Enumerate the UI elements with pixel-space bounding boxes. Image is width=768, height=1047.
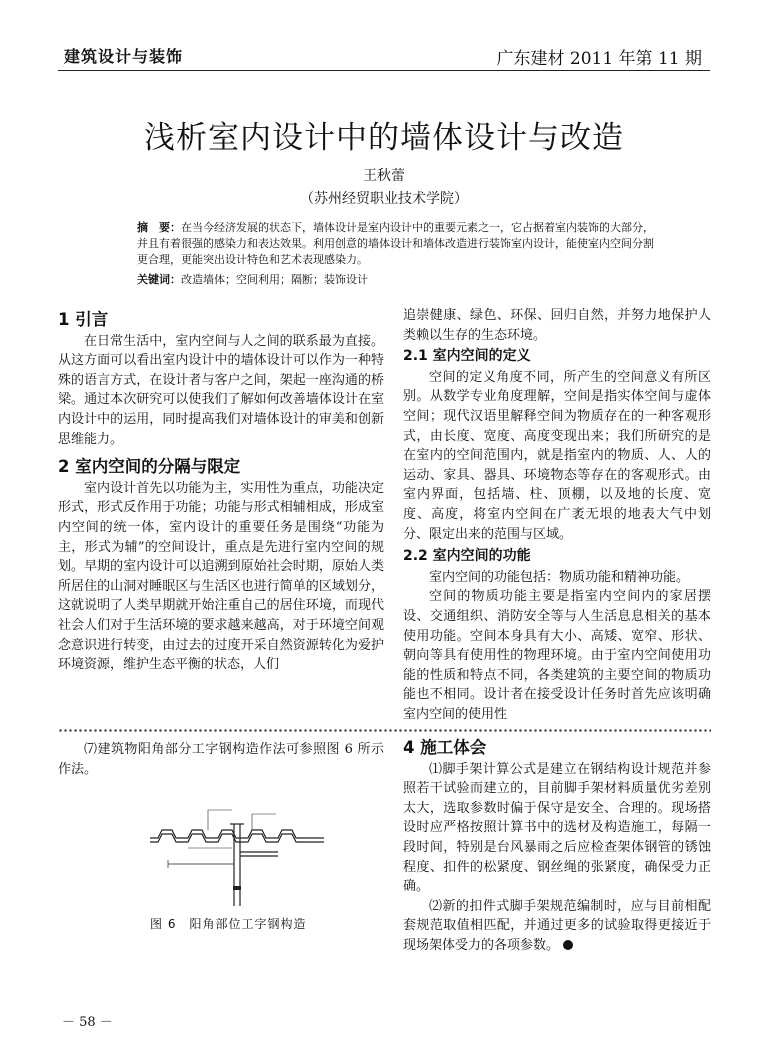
keywords (137, 271, 659, 287)
figure-6-caption: 图 6 阳角部位工字钢构造 (150, 917, 307, 931)
section-2-continuation: 追崇健康、绿色、环保、回归自然，并努力地保护人类赖以生存的生态环境。 (403, 308, 711, 343)
section-4-paragraph-1: ⑴脚手架计算公式是建立在钢结构设计规范并参照若干试验而建立的，目前脚手架材料质量优劣差别太大，选取参数时偏于保守是安全、合理的。现场搭设时应严格按照计算书中的选材及构造施工，每隔一段时间，特别是台风暴雨之后应检查架体钢管的锈蚀程度、扣件的松紧度、钢丝绳的张紧度，确保受力正确。 (403, 761, 711, 895)
section-1-heading: 1 引言 (58, 310, 109, 329)
item-7-paragraph: ⑺建筑物阳角部分工字钢构造作法可参照图 6 所示作法。 (58, 742, 384, 777)
keywords-text: 改造墙体；空间利用；隔断；装饰设计 (181, 273, 368, 286)
right-column-lower (403, 738, 711, 956)
author-affiliation: （苏州经贸职业技术学院） (300, 191, 468, 207)
end-mark-icon (563, 940, 573, 950)
article-author: 王秋蕾 (363, 168, 405, 184)
right-column-upper (403, 306, 711, 724)
section-4-heading: 4 施工体会 (403, 738, 487, 757)
left-column-lower (58, 740, 384, 779)
abstract-text: 在当今经济发展的状态下，墙体设计是室内设计中的重要元素之一，它占据着室内装饰的大部分，并且有着很强的感染力和表达效果。利用创意的墙体设计和墙体改造进行装饰室内设计，能使室内空间分割更合理，更能突出设计特色和艺术表现感染力。 (137, 221, 654, 266)
figure-6-drawing (148, 800, 328, 908)
left-column-upper (58, 310, 384, 675)
keywords-label: 关键词： (137, 273, 181, 286)
abstract-label: 摘 要： (137, 221, 181, 234)
journal-issue: 广东建材 2011 年第 11 期 (496, 49, 702, 69)
section-separator (58, 728, 711, 733)
section-2-2-paragraph-2: 空间的物质功能主要是指室内空间内的家居摆设、交通组织、消防安全等与人生活息息相关的基本使用功能。空间本身具有大小、高矮、宽窄、形状、朝向等具有使用性的物理环境。由于室内空间使用功能的性质和特点不同，各类建筑的主要空间的物质功能也不相同。设计者在接受设计任务时首先应该明确室内空间的使用性 (403, 589, 711, 722)
abstract (137, 220, 659, 268)
page-number: － 58 － (62, 1015, 113, 1030)
section-2-1-paragraph: 空间的定义角度不同，所产生的空间意义有所区别。从数学专业角度理解，空间是指实体空间与虚体空间；现代汉语里解释空间为物质存在的一种客观形式，由长度、宽度、高度变现出来；我们所研究的是在室内的空间范围内，就是指室内的物质、人、人的运动、家具、器具、环境物态等存在的客观形式。由室内界面，包括墙、柱、顶棚，以及地的长度、宽度、高度，将室内空间在广袤无垠的地表大气中划分、限定出来的范围与区域。 (403, 369, 711, 542)
section-4-paragraph-2 (403, 897, 711, 956)
article-title: 浅析室内设计中的墙体设计与改造 (144, 120, 624, 156)
section-2-heading: 2 室内空间的分隔与限定 (58, 457, 241, 477)
section-2-1-heading: 2.1 室内空间的定义 (403, 348, 531, 365)
section-2-paragraph: 室内设计首先以功能为主，实用性为重点，功能决定形式，形式反作用于功能；功能与形式相辅相成，形成室内空间的统一体，室内设计的重要任务是围绕“功能为主，形式为辅”的空间设计，重点是先进行室内空间的规划。早期的室内设计可以追溯到原始社会时期，原始人类所居住的山洞对睡眠区与生活区也进行简单的区域划分，这就说明了人类早期就开始注重自己的居住环境，而现代社会人们对于生活环境的要求越来越高，对于环境空间观念意识进行转变，由过去的过度开采自然资源转化为爱护环境资源，维护生态平衡的状态，人们 (58, 480, 384, 673)
section-4-paragraph-2-text: ⑵新的扣件式脚手架规范编制时，应与目前相配套规范取值相匹配，并通过更多的试验取得更接近于现场架体受力的各项参数。 (403, 898, 711, 953)
section-1-paragraph: 在日常生活中，室内空间与人之间的联系最为直接。从这方面可以看出室内设计中的墙体设计可以作为一种特殊的语言方式，在设计者与客户之间，架起一座沟通的桥梁。通过本次研究可以使我们了解如何改善墙体设计在室内设计中的运用，同时提高我们对墙体设计的审美和创新思维能力。 (58, 333, 384, 447)
section-2-2-paragraph-1: 室内空间的功能包括：物质功能和精神功能。 (429, 569, 690, 585)
section-2-2-heading: 2.2 室内空间的功能 (403, 548, 531, 565)
journal-section: 建筑设计与装饰 (64, 47, 184, 66)
header-rule (58, 70, 710, 71)
